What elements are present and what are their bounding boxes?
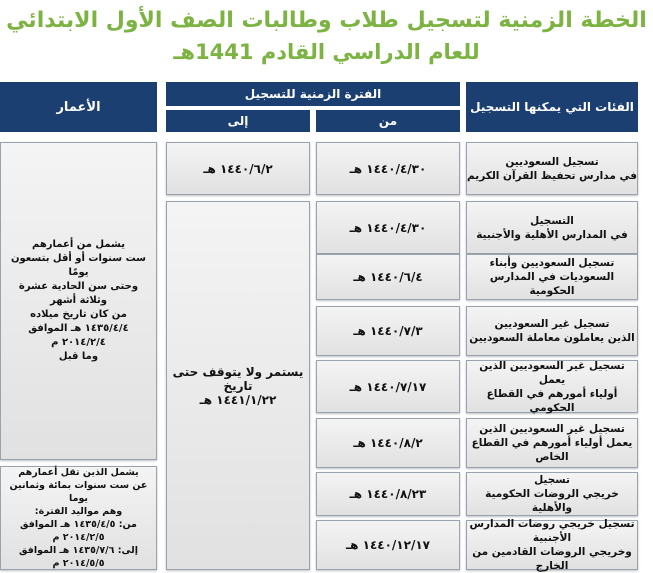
from-date-cell: ١٤٤٠/٧/٣ هـ bbox=[316, 306, 460, 356]
to-date-continuous-cell: يستمر ولا يتوقف حتى تاريخ ١٤٤١/١/٢٢ هـ bbox=[166, 201, 310, 570]
from-date-cell: ١٤٤٠/١٢/١٧ هـ bbox=[316, 520, 460, 570]
from-date-cell: ١٤٤٠/٨/٢٣ هـ bbox=[316, 472, 460, 516]
to-date-cell: ١٤٤٠/٦/٢ هـ bbox=[166, 142, 310, 195]
category-cell: تسجيل غير السعوديين الذين يعمل أولياء أمورهم في القطاع الخاص bbox=[466, 418, 638, 468]
from-date-cell: ١٤٤٠/٦/٤ هـ bbox=[316, 254, 460, 300]
category-cell: تسجيل خريجي الروضات الحكومية والأهلية bbox=[466, 472, 638, 516]
from-date-cell: ١٤٤٠/٧/١٧ هـ bbox=[316, 360, 460, 413]
header-to: إلى bbox=[166, 110, 310, 132]
category-cell: تسجيل غير السعوديين الذين يعمل أولياء أمورهم في القطاع الحكومي bbox=[466, 360, 638, 413]
header-ages: الأعمار bbox=[0, 82, 157, 132]
category-cell: تسجيل غير السعوديين الذين يعاملون معاملة السعوديين bbox=[466, 306, 638, 356]
header-from: من bbox=[316, 110, 460, 132]
header-period: الفترة الزمنية للتسجيل bbox=[166, 82, 460, 106]
category-cell: تسجيل خريجي روضات المدارس الأجنبية وخريجي الروضات القادمين من الخارج bbox=[466, 520, 638, 570]
ages-cell-primary: يشمل من أعمارهم ست سنوات أو أقل بتسعون يومًا وحتى سن الحادية عشرة وثلاثة أشهر من كان تاريخ ميلاده ١٤٣٥/٤/٤ هـ الموافق ٢٠١٤/٢/٤ م وما قبل bbox=[0, 142, 157, 460]
from-date-cell: ١٤٤٠/٤/٣٠ هـ bbox=[316, 142, 460, 195]
title-line-2: للعام الدراسي القادم 1441هـ bbox=[173, 40, 480, 64]
header-categories: الفئات التي يمكنها التسجيل bbox=[466, 82, 638, 132]
ages-cell-early: يشمل الذين تقل أعمارهم عن ست سنوات بمائة وثمانين يوما وهم مواليد الفترة: من: ١٤٣٥/٤/٥ هـ الموافق ٢٠١٤/٢/٥ م إلى: ١٤٣٥/٧/٦ هـ الموافق ٢٠١٤/٥/٥ م bbox=[0, 466, 157, 570]
from-date-cell: ١٤٤٠/٤/٣٠ هـ bbox=[316, 201, 460, 254]
category-cell: تسجيل السعوديين في مدارس تحفيظ القرآن الكريم bbox=[466, 142, 638, 195]
from-date-cell: ١٤٤٠/٨/٢ هـ bbox=[316, 418, 460, 468]
category-cell: تسجيل السعوديين وأبناء السعوديات في المدارس الحكومية bbox=[466, 254, 638, 300]
category-cell: التسجيل في المدارس الأهلية والأجنبية bbox=[466, 201, 638, 254]
title-line-1: الخطة الزمنية لتسجيل طلاب وطالبات الصف الأول الابتدائي bbox=[6, 8, 647, 33]
